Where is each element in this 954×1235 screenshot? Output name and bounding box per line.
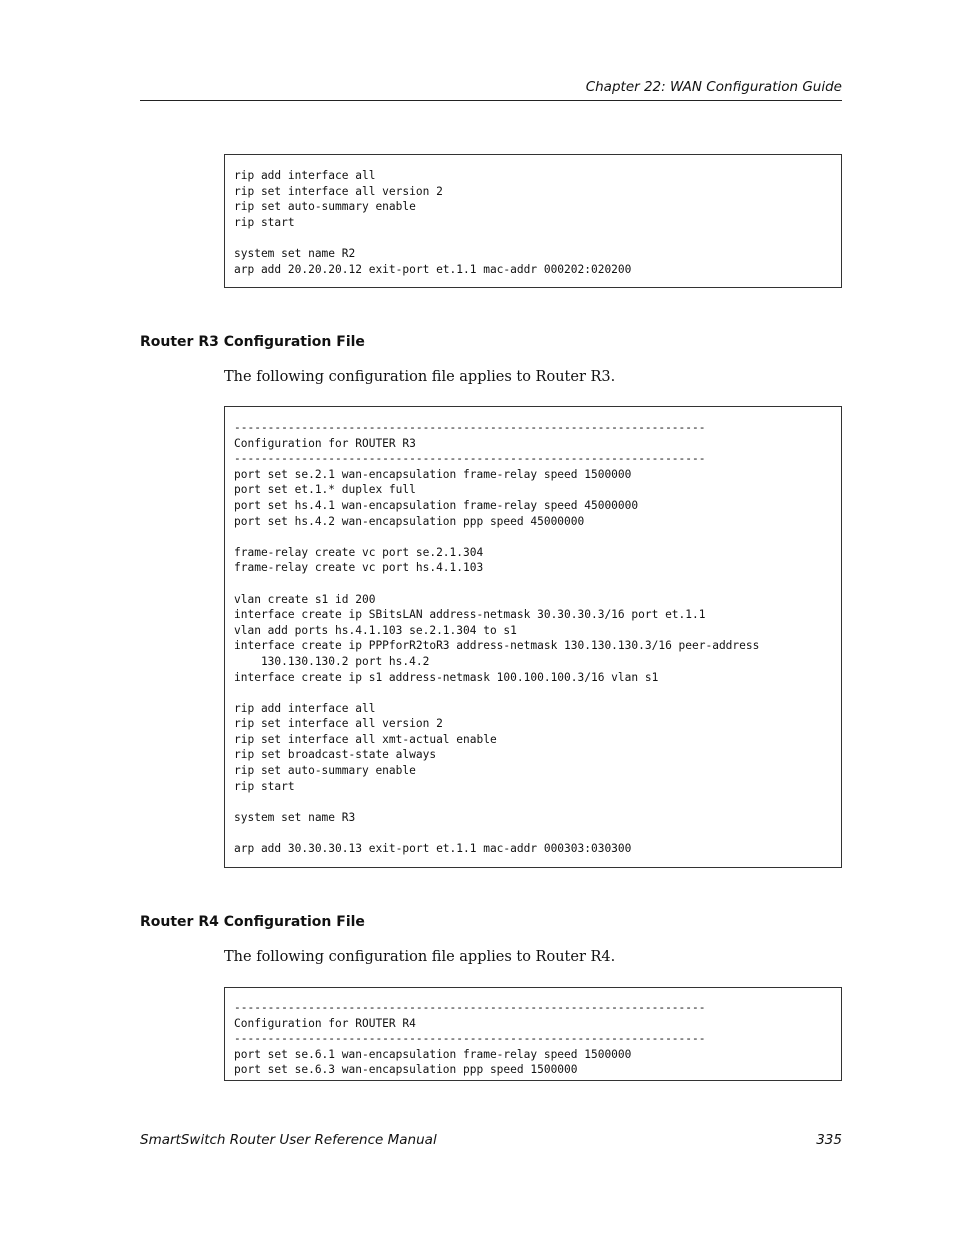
code-line: arp add 30.30.30.13 exit-port et.1.1 mac-addr 000303:030300 xyxy=(234,842,632,856)
header-divider xyxy=(140,100,842,101)
code-line: vlan create s1 id 200 xyxy=(234,592,376,606)
code-line: port set se.6.1 wan-encapsulation frame-relay speed 1500000 xyxy=(234,1047,632,1061)
code-line: Configuration for ROUTER R4 xyxy=(234,1016,416,1030)
code-line: port set et.1.* duplex full xyxy=(234,483,416,497)
code-line: rip add interface all xyxy=(234,169,376,182)
code-block-r4 xyxy=(224,987,842,1081)
code-line: system set name R2 xyxy=(234,246,356,260)
code-line: rip set interface all xmt-actual enable xyxy=(234,732,497,746)
page-number: 335 xyxy=(816,1132,842,1148)
code-line: ---------------------------------------------------------------------- xyxy=(234,1032,706,1046)
code-line xyxy=(234,230,833,246)
code-line xyxy=(234,825,833,841)
code-line: rip start xyxy=(234,215,295,229)
code-line: interface create ip SBitsLAN address-netmask 30.30.30.3/16 port et.1.1 xyxy=(234,608,706,622)
code-block-r3 xyxy=(224,406,842,868)
code-line: frame-relay create vc port hs.4.1.103 xyxy=(234,561,484,575)
code-line: port set se.6.3 wan-encapsulation ppp speed 1500000 xyxy=(234,1063,578,1077)
code-block-r2-tail xyxy=(224,154,842,288)
intro-paragraph-r4: The following configuration file applies to Router R4. xyxy=(224,949,616,965)
code-line: ---------------------------------------------------------------------- xyxy=(234,421,706,434)
code-line: arp add 20.20.20.12 exit-port et.1.1 mac-addr 000202:020200 xyxy=(234,262,632,276)
section-heading-r3: Router R3 Configuration File xyxy=(140,334,365,350)
code-line: vlan add ports hs.4.1.103 se.2.1.304 to s1 xyxy=(234,623,517,637)
code-line: port set hs.4.2 wan-encapsulation ppp speed 45000000 xyxy=(234,514,585,528)
code-line xyxy=(234,576,833,592)
code-line: rip set broadcast-state always xyxy=(234,748,437,762)
code-line: frame-relay create vc port se.2.1.304 xyxy=(234,545,484,559)
section-heading-r4: Router R4 Configuration File xyxy=(140,914,365,930)
code-line: 130.130.130.2 port hs.4.2 xyxy=(234,654,430,668)
code-line: system set name R3 xyxy=(234,810,356,824)
code-line: rip set interface all version 2 xyxy=(234,717,443,731)
code-line: rip set auto-summary enable xyxy=(234,764,416,778)
code-line: port set hs.4.1 wan-encapsulation frame-relay speed 45000000 xyxy=(234,498,639,512)
code-line: ---------------------------------------------------------------------- xyxy=(234,1001,706,1014)
chapter-title: Chapter 22: WAN Configuration Guide xyxy=(585,79,842,95)
code-line: ---------------------------------------------------------------------- xyxy=(234,452,706,466)
intro-paragraph-r3: The following configuration file applies to Router R3. xyxy=(224,369,616,385)
manual-title: SmartSwitch Router User Reference Manual xyxy=(140,1132,437,1148)
code-line: rip set auto-summary enable xyxy=(234,200,416,214)
code-line xyxy=(234,685,833,701)
code-line: rip start xyxy=(234,779,295,793)
code-line xyxy=(234,794,833,810)
code-line: port set se.2.1 wan-encapsulation frame-relay speed 1500000 xyxy=(234,467,632,481)
code-line: interface create ip PPPforR2toR3 address-netmask 130.130.130.3/16 peer-address xyxy=(234,639,760,653)
code-line xyxy=(234,529,833,545)
code-line: rip set interface all version 2 xyxy=(234,184,443,198)
code-line: rip add interface all xyxy=(234,701,376,715)
code-line: interface create ip s1 address-netmask 100.100.100.3/16 vlan s1 xyxy=(234,670,659,684)
code-line: Configuration for ROUTER R3 xyxy=(234,436,416,450)
